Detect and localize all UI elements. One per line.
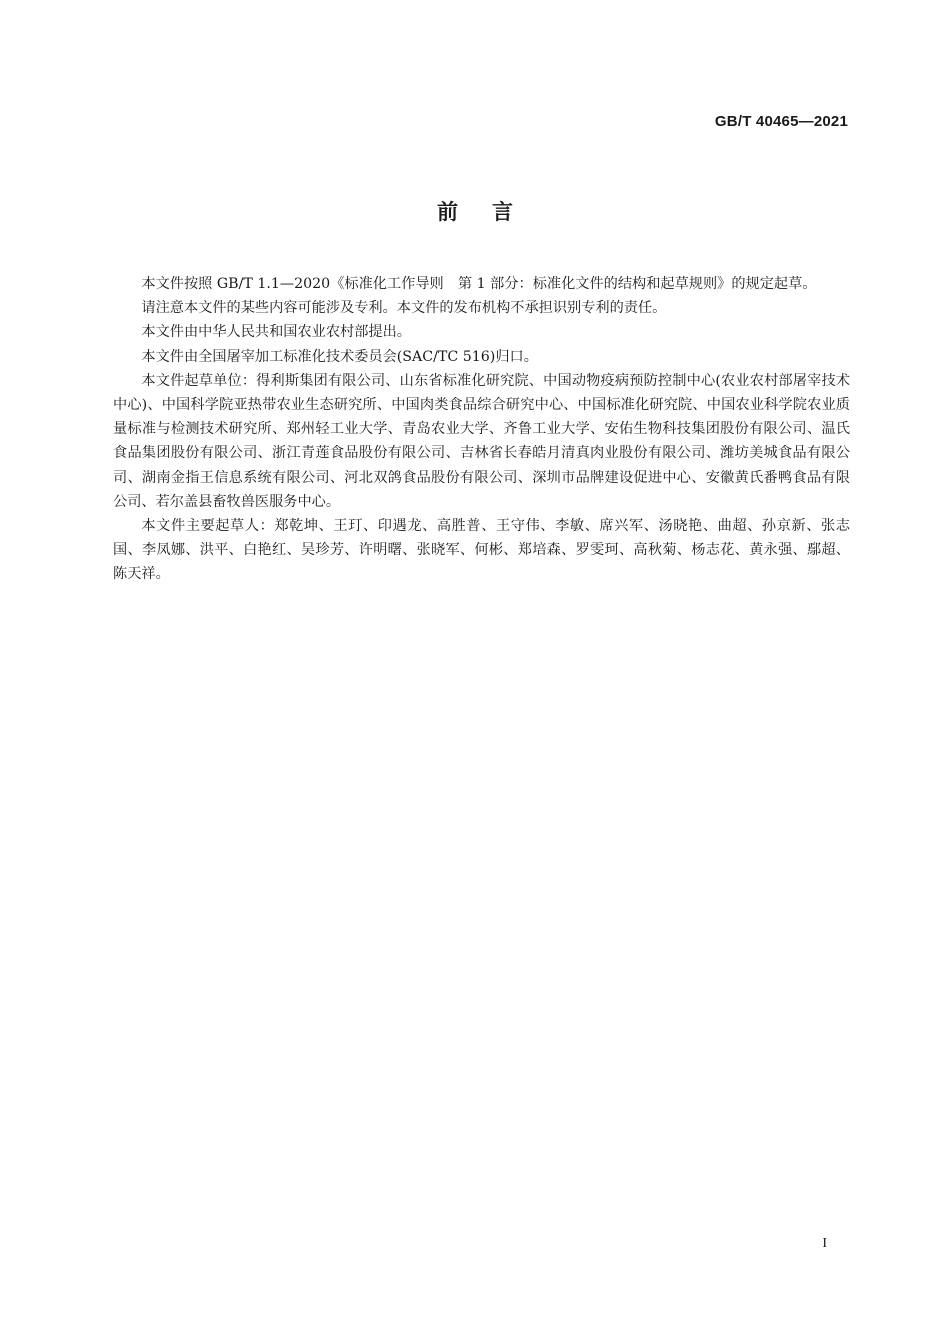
page-title: 前言 [437,200,547,224]
foreword-body [113,272,850,587]
paragraph-committee: 本文件由全国屠宰加工标准化技术委员会(SAC/TC 516)归口。 [141,348,538,365]
paragraph-drafting-units: 本文件起草单位：得利斯集团有限公司、山东省标准化研究院、中国动物疫病预防控制中心(农业农村部屠宰技术中心)、中国科学院亚热带农业生态研究所、中国肉类食品综合研究中心、中国标准化研究院、中国农业科学院农业质量标准与检测技术研究所、郑州轻工业大学、青岛农业大学、齐鲁工业大学、安佑生物科技集团股份有限公司、温氏食品集团股份有限公司、浙江青莲食品股份有限公司、吉林省长春皓月清真肉业股份有限公司、潍坊美城食品有限公司、湖南金指王信息系统有限公司、河北双鸽食品股份有限公司、深圳市品牌建设促进中心、安徽黄氏番鸭食品有限公司、若尔盖县畜牧兽医服务中心。 [113,372,850,510]
paragraph-patent-notice: 请注意本文件的某些内容可能涉及专利。本文件的发布机构不承担识别专利的责任。 [141,300,667,317]
paragraph-drafters: 本文件主要起草人：郑乾坤、王玎、印遇龙、高胜普、王守伟、李敏、席兴军、汤晓艳、曲超、孙京新、张志国、李凤娜、洪平、白艳红、吴珍芳、许明曙、张晓军、何彬、郑培森、罗雯珂、高秋菊、杨志花、黄永强、鄢超、陈天祥。 [113,518,850,583]
page-number: I [822,1236,827,1251]
standard-code: GB/T 40465—2021 [714,113,848,130]
paragraph-drafting-basis: 本文件按照 GB/T 1.1—2020《标准化工作导则 第 1 部分：标准化文件的结构和起草规则》的规定起草。 [141,276,817,292]
paragraph-proposer: 本文件由中华人民共和国农业农村部提出。 [141,324,411,341]
